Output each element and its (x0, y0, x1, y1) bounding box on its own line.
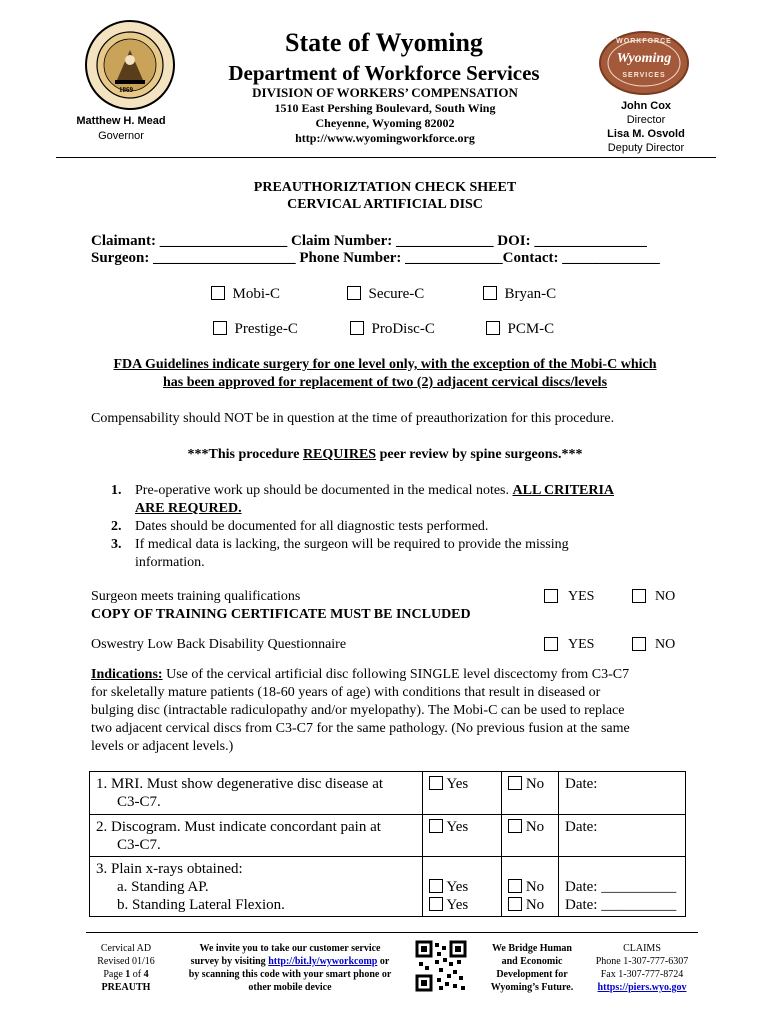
doi-field[interactable]: _______________ (534, 233, 647, 249)
indications-text: Use of the cervical artificial disc following SINGLE level discectomy from C3-C7 (162, 667, 630, 682)
indications-line-4: two adjacent cervical discs from C3-C7 for the same pathology. (No previous fusion at the same (91, 721, 630, 736)
checkbox[interactable] (508, 879, 522, 893)
list-item-emphasis: ALL CRITERIA (512, 483, 615, 498)
fda-guideline-line-2: has been approved for replacement of two (2) adjacent cervical discs/levels (162, 375, 608, 390)
date-cell[interactable] (558, 772, 685, 815)
list-item-3-cont: information. (135, 555, 205, 570)
phone-number-field[interactable]: _____________ (405, 250, 503, 266)
oswestry-no-label: NO (655, 637, 676, 652)
checkbox[interactable] (350, 321, 364, 335)
claim-number-field[interactable]: _____________ (396, 233, 494, 249)
indications-line-2: for skeletally mature patients (18-60 years of age) with conditions that result in diseased or (91, 685, 601, 700)
date-label: Date: (564, 819, 598, 835)
piers-link[interactable]: https://piers.wyo.gov (597, 982, 687, 993)
list-item-2: Dates should be documented for all diagnostic tests performed. (135, 519, 489, 534)
survey-link[interactable]: http://bit.ly/wyworkcomp (268, 956, 378, 967)
claim-number-label: Claim Number: (291, 233, 393, 249)
peer-text: ***This procedure (187, 447, 303, 462)
director-title: Director (626, 114, 666, 126)
device-label: Secure-C (368, 286, 425, 302)
page-number: Page 1 of 4 (103, 969, 149, 980)
form-subtitle: CERVICAL ARTIFICIAL DISC (287, 197, 483, 212)
yes-label: Yes (446, 819, 469, 835)
footer-divider (86, 932, 698, 933)
surgeon-label: Surgeon: (91, 250, 150, 266)
criteria-cell (90, 815, 423, 857)
checkbox[interactable] (486, 321, 500, 335)
yes-cell[interactable] (423, 815, 502, 857)
device-label: ProDisc-C (371, 321, 435, 337)
criteria-text: C3-C7. (117, 837, 161, 853)
qr-code-icon[interactable] (415, 940, 467, 992)
deputy-name: Lisa M. Osvold (607, 128, 685, 140)
criteria-text: 2. Discogram. Must indicate concordant pain at (96, 819, 381, 835)
oswestry-yes-checkbox[interactable] (544, 637, 558, 651)
claimant-label: Claimant: (91, 233, 156, 249)
checkbox[interactable] (211, 286, 225, 300)
logo-text-mid: Wyoming (616, 51, 672, 66)
device-label: PCM-C (507, 321, 555, 337)
form-id: Cervical AD (100, 943, 152, 954)
revision-date: Revised 01/16 (97, 956, 155, 967)
indications-line-5: levels or adjacent levels.) (91, 739, 234, 754)
indications-label: Indications: (91, 667, 163, 682)
criteria-cell (90, 772, 423, 815)
device-option-prodisc-c[interactable] (350, 320, 435, 338)
contact-label: Contact: (502, 250, 559, 266)
checkbox[interactable] (508, 819, 522, 833)
claimant-field[interactable]: _________________ (159, 233, 288, 249)
checkbox[interactable] (483, 286, 497, 300)
date-field[interactable]: __________ (601, 897, 677, 913)
list-item-1-emphasis: ARE REQURED. (135, 501, 242, 516)
director-name: John Cox (620, 100, 672, 112)
agency-motto: We Bridge Human and Economic Development for Wyoming’s Future. (490, 943, 574, 993)
date-label: Date: (564, 776, 598, 792)
criteria-text: b. Standing Lateral Flexion. (117, 897, 285, 913)
device-label: Mobi-C (232, 286, 281, 302)
checkbox[interactable] (508, 776, 522, 790)
peer-required: REQUIRES (302, 447, 377, 462)
date-label: Date: (564, 897, 598, 913)
device-label: Prestige-C (234, 321, 298, 337)
criteria-text: 3. Plain x-rays obtained: (96, 861, 243, 877)
yes-label: Yes (446, 776, 469, 792)
device-option-prestige-c[interactable] (213, 320, 298, 338)
logo-text-top: WORKFORCE (616, 38, 672, 45)
compensability-note: Compensability should NOT be in question at the time of preauthorization for this procedure. (91, 411, 615, 426)
list-item-text: Pre-operative work up should be documented in the medical notes. (135, 483, 513, 498)
date-label: Date: (564, 879, 598, 895)
claims-phone: Phone 1-307-777-6307 (595, 956, 689, 967)
section-label: PREAUTH (101, 982, 151, 993)
seal-year: 1869 (119, 86, 133, 94)
peer-text: peer review by spine surgeons.*** (376, 447, 583, 462)
website-link[interactable]: http://www.wyomingworkforce.org (295, 131, 475, 145)
seal-lettering (85, 20, 175, 110)
governor-name: Matthew H. Mead (76, 115, 166, 127)
date-field[interactable]: __________ (601, 879, 677, 895)
yes-label: Yes (446, 879, 469, 895)
training-certificate-warning: COPY OF TRAINING CERTIFICATE MUST BE INCLUDED (91, 607, 471, 622)
no-label: No (525, 879, 545, 895)
peer-review-note (60, 446, 710, 464)
fda-guideline-line-1: FDA Guidelines indicate surgery for one level only, with the exception of the Mobi-C which (113, 357, 657, 372)
oswestry-no-checkbox[interactable] (632, 637, 646, 651)
no-cell[interactable] (502, 857, 559, 917)
checkbox[interactable] (429, 879, 443, 893)
claims-fax: Fax 1-307-777-8724 (600, 969, 684, 980)
no-label: No (525, 897, 545, 913)
governor-title: Governor (98, 130, 144, 142)
checkbox[interactable] (213, 321, 227, 335)
no-cell[interactable] (502, 772, 559, 815)
date-cell[interactable] (558, 815, 685, 857)
survey-invite: We invite you to take our customer service survey by visiting http://bit.ly/wyworkcomp or by scanning this code with your smart phone or other mobile device (188, 943, 392, 993)
yes-label: Yes (446, 897, 469, 913)
header-divider (56, 157, 716, 158)
device-option-pcm-c[interactable] (486, 320, 554, 338)
address-line-1: 1510 East Pershing Boulevard, South Wing (274, 101, 496, 115)
division-title: DIVISION OF WORKERS’ COMPENSATION (252, 85, 518, 100)
deputy-title: Deputy Director (607, 142, 685, 154)
training-no-label: NO (655, 589, 676, 604)
checkbox[interactable] (429, 819, 443, 833)
device-option-secure-c[interactable] (347, 285, 424, 303)
criteria-text: a. Standing AP. (117, 879, 209, 895)
indications-line-3: bulging disc (intractable radiculopathy and/or myelopathy). The Mobi-C can be used to replace (91, 703, 625, 718)
date-cell[interactable] (558, 857, 685, 917)
criteria-text: 1. MRI. Must show degenerative disc disease at (96, 776, 384, 792)
list-item-1 (135, 482, 614, 500)
yes-cell[interactable] (423, 857, 502, 917)
claims-contact (586, 942, 698, 994)
table-row (90, 772, 686, 815)
training-yes-checkbox[interactable] (544, 589, 558, 603)
training-qualifications-label: Surgeon meets training qualifications (91, 589, 301, 604)
surgeon-field[interactable]: ___________________ (153, 250, 296, 266)
criteria-text: C3-C7. (117, 794, 161, 810)
training-no-checkbox[interactable] (632, 589, 646, 603)
training-yes-label: YES (568, 589, 595, 604)
department-title: Department of Workforce Services (228, 61, 540, 85)
logo-text-bottom: SERVICES (622, 72, 666, 79)
no-label: No (525, 776, 545, 792)
table-row (90, 815, 686, 857)
criteria-cell (90, 857, 423, 917)
footer-form-id (80, 942, 172, 994)
oswestry-yes-label: YES (568, 637, 595, 652)
device-label: Bryan-C (504, 286, 557, 302)
no-cell[interactable] (502, 815, 559, 857)
table-row (90, 857, 686, 917)
no-label: No (525, 819, 545, 835)
list-item-3: If medical data is lacking, the surgeon will be required to provide the missing (135, 537, 569, 552)
checkbox[interactable] (347, 286, 361, 300)
list-item-number: 3. (111, 537, 122, 552)
indications-paragraph (91, 666, 629, 684)
list-item-number: 2. (111, 519, 122, 534)
state-title: State of Wyoming (285, 28, 483, 57)
list-item-number: 1. (111, 483, 122, 498)
address-line-2: Cheyenne, Wyoming 82002 (315, 116, 455, 130)
claimant-row (91, 232, 647, 250)
yes-cell[interactable] (423, 772, 502, 815)
oswestry-label: Oswestry Low Back Disability Questionnaire (91, 637, 347, 652)
claims-title: CLAIMS (623, 943, 661, 954)
checkbox[interactable] (429, 897, 443, 911)
criteria-table (89, 771, 686, 917)
form-title: PREAUTHORIZTATION CHECK SHEET (253, 180, 517, 195)
device-option-bryan-c[interactable] (483, 285, 556, 303)
device-option-mobi-c[interactable] (211, 285, 280, 303)
checkbox[interactable] (508, 897, 522, 911)
surgeon-row (91, 249, 660, 267)
doi-label: DOI: (497, 233, 531, 249)
contact-field[interactable]: _____________ (562, 250, 660, 266)
checkbox[interactable] (429, 776, 443, 790)
phone-number-label: Phone Number: (299, 250, 402, 266)
